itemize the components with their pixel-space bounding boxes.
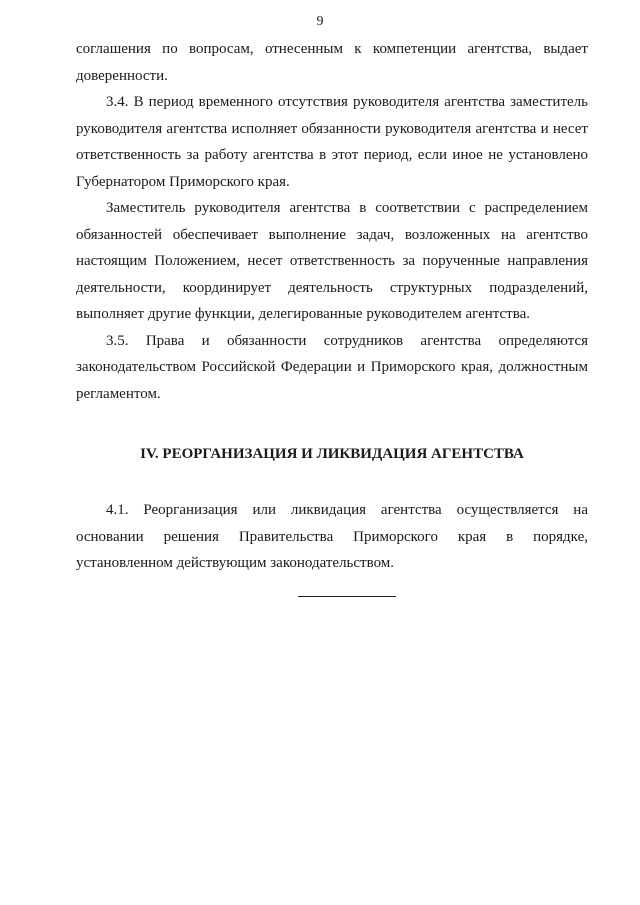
- end-of-document-rule: [298, 596, 396, 597]
- paragraph-3-5: 3.5. Права и обязанности сотрудников агентства определяются законодательством Российской Федерации и Приморского края, должностным регламентом.: [76, 332, 588, 402]
- paragraph-3-4: 3.4. В период временного отсутствия руководителя агентства заместитель руководителя агентства исполняет обязанности руководителя агентства и несет ответственность за работу агентства в этот период, если иное не установлено Губернатором Приморского края.: [76, 94, 588, 190]
- paragraph-continuation: соглашения по вопросам, отнесенным к компетенции агентства, выдает доверенности.: [76, 41, 588, 84]
- document-body: [76, 36, 588, 577]
- paragraph-deputy-duties: Заместитель руководителя агентства в соответствии с распределением обязанностей обеспечивает выполнение задач, возложенных на агентство настоящим Положением, несет ответственность за порученные направления деятельности, координирует деятельность структурных подразделений, выполняет другие функции, делегированные руководителем агентства.: [76, 200, 588, 322]
- page-number: 9: [316, 14, 324, 29]
- section-heading: IV. РЕОРГАНИЗАЦИЯ И ЛИКВИДАЦИЯ АГЕНТСТВА: [140, 446, 524, 462]
- paragraph-4-1: 4.1. Реорганизация или ликвидация агентства осуществляется на основании решения Правительства Приморского края в порядке, установленном действующим законодательством.: [76, 502, 588, 571]
